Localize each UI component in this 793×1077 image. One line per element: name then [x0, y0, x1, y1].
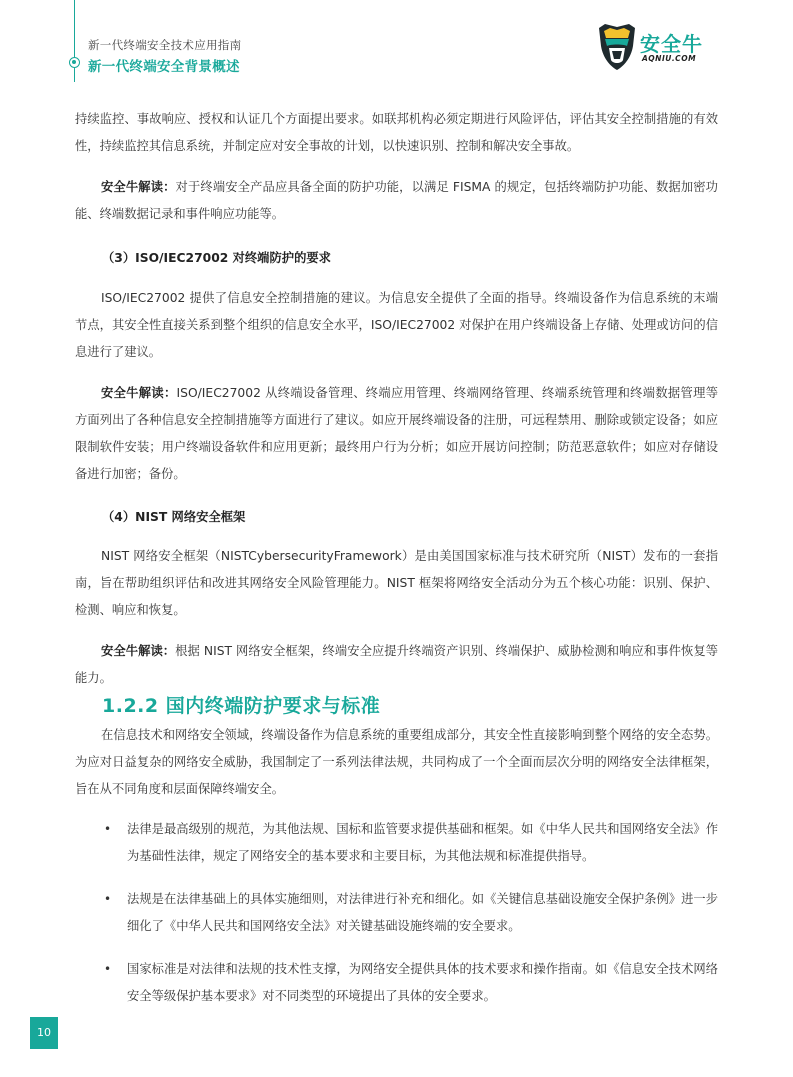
paragraph	[75, 543, 718, 624]
brand-logo	[596, 22, 716, 72]
commentary-label: 安全牛解读：	[101, 386, 177, 400]
logo-url: AQNIU.COM	[642, 54, 697, 63]
logo-name: 安全牛	[640, 32, 703, 56]
list-item: 法规是在法律基础上的具体实施细则，对法律进行补充和细化。如《关键信息基础设施安全保护条例》进一步细化了《中华人民共和国网络安全法》对关键基础设施终端的安全要求。	[127, 892, 718, 933]
bullet-marker: •	[104, 962, 112, 976]
commentary-label: 安全牛解读：	[101, 180, 176, 194]
paragraph-text: ISO/IEC27002 提供了信息安全控制措施的建议。为信息安全提供了全面的指导。终端设备作为信息系统的末端节点，其安全性直接关系到整个组织的信息安全水平，ISO/IEC27002 对保护在用户终端设备上存储、处理或访问的信息进行了建议。	[75, 291, 718, 359]
list-item: 国家标准是对法律和法规的技术性支撑，为网络安全提供具体的技术要求和操作指南。如《信息安全技术网络安全等级保护基本要求》对不同类型的环境提出了具体的安全要求。	[127, 962, 718, 1003]
section-title: 1.2.2 国内终端防护要求与标准	[102, 695, 381, 717]
list-item: 法律是最高级别的规范，为其他法规、国标和监管要求提供基础和框架。如《中华人民共和国网络安全法》作为基础性法律，规定了网络安全的基本要求和主要目标，为其他法规和标准提供指导。	[127, 822, 718, 863]
bull-shield-icon	[596, 22, 638, 72]
commentary-text: 对于终端安全产品应具备全面的防护功能，以满足 FISMA 的规定，包括终端防护功能、数据加密功能、终端数据记录和事件响应功能等。	[75, 180, 718, 221]
commentary-paragraph	[75, 380, 718, 488]
paragraph	[75, 722, 718, 803]
subheading: （3）ISO/IEC27002 对终端防护的要求	[102, 251, 331, 265]
paragraph	[75, 106, 718, 160]
paragraph-text: 在信息技术和网络安全领域，终端设备作为信息系统的重要组成部分，其安全性直接影响到整个网络的安全态势。为应对日益复杂的网络安全威胁，我国制定了一系列法律法规，共同构成了一个全面而层次分明的网络安全法律框架，旨在从不同角度和层面保障终端安全。	[75, 728, 718, 796]
commentary-text: ISO/IEC27002 从终端设备管理、终端应用管理、终端网络管理、终端系统管理和终端数据管理等方面列出了各种信息安全控制措施等方面进行了建议。如应开展终端设备的注册，可远程禁用、删除或锁定设备；如应限制软件安装；用户终端设备软件和应用更新；最终用户行为分析；如应开展访问控制；防范恶意软件；如应对存储设备进行加密；备份。	[75, 386, 718, 481]
bullet-marker: •	[104, 822, 112, 836]
commentary-paragraph	[75, 638, 718, 692]
header-marker-icon	[69, 57, 80, 68]
header-subtitle: 新一代终端安全技术应用指南	[88, 38, 242, 52]
paragraph-text: NIST 网络安全框架（NISTCybersecurityFramework）是由美国国家标准与技术研究所（NIST）发布的一套指南，旨在帮助组织评估和改进其网络安全风险管理能力。NIST 框架将网络安全活动分为五个核心功能：识别、保护、检测、响应和恢复。	[75, 549, 718, 617]
paragraph	[75, 285, 718, 366]
header-vertical-line	[74, 0, 75, 82]
paragraph-text: 持续监控、事故响应、授权和认证几个方面提出要求。如联邦机构必须定期进行风险评估，评估其安全控制措施的有效性，持续监控其信息系统，并制定应对安全事故的计划，以快速识别、控制和解决安全事故。	[75, 112, 718, 153]
commentary-paragraph	[75, 174, 718, 228]
subheading: （4）NIST 网络安全框架	[102, 510, 246, 524]
bullet-marker: •	[104, 892, 112, 906]
commentary-label: 安全牛解读：	[101, 644, 176, 658]
header-title: 新一代终端安全背景概述	[88, 59, 240, 75]
page-number: 10	[30, 1017, 58, 1049]
commentary-text: 根据 NIST 网络安全框架，终端安全应提升终端资产识别、终端保护、威胁检测和响应和事件恢复等能力。	[75, 644, 718, 685]
